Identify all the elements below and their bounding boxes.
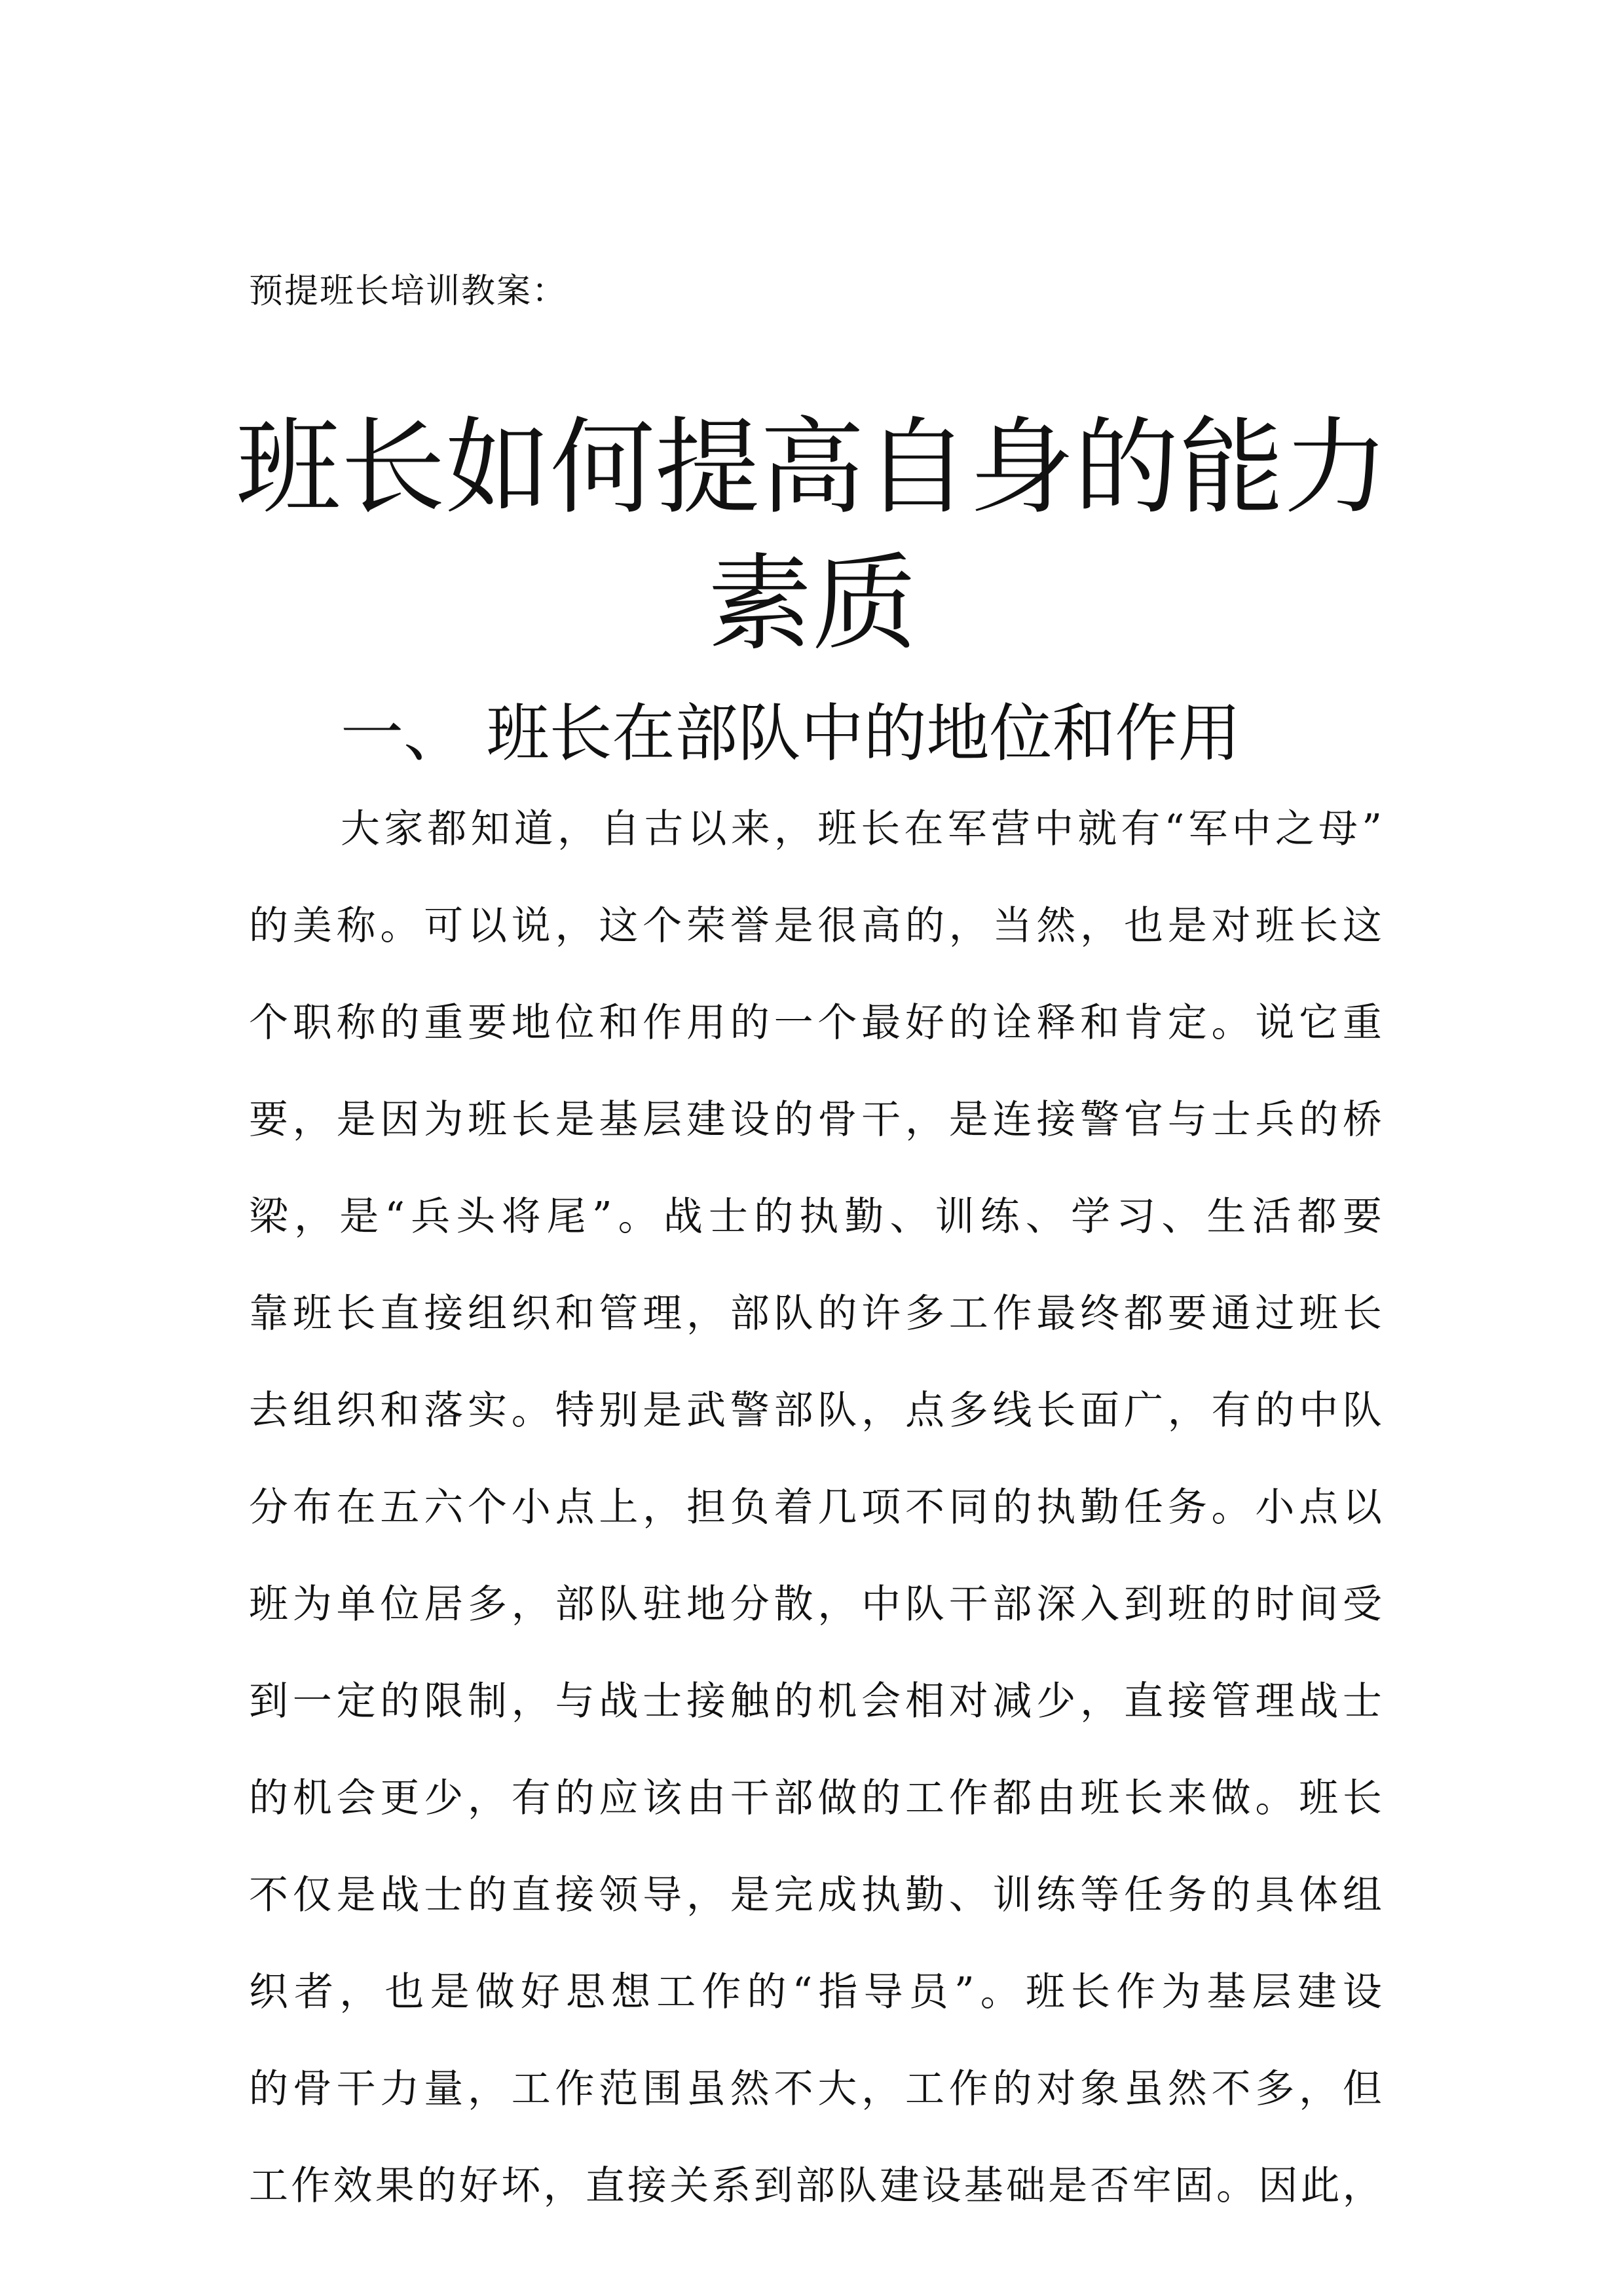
- title-line: 班长如何提高自身的能力: [235, 406, 1389, 528]
- title-line: 素质: [707, 542, 917, 665]
- paragraph-line: 的 美 称 。 可 以 说 ， 这 个 荣 誉 是 很 高 的 ， 当 然 ， 也 是 对 班 长 这: [249, 903, 1382, 949]
- paragraph-line: 个 职 称 的 重 要 地 位 和 作 用 的 一 个 最 好 的 诠 释 和 肯 定 。 说 它 重: [249, 1000, 1382, 1046]
- body-paragraph: [249, 781, 1382, 2234]
- section-heading: 一、 班长在部队中的地位和作用: [341, 697, 1241, 770]
- paragraph-line: 织 者 ， 也 是 做 好 思 想 工 作 的 “ 指 导 员 ” 。 班 长 作 为 基 层 建 设: [249, 1969, 1382, 2015]
- preface-label: 预提班长培训教案：: [249, 272, 568, 311]
- paragraph-line: 不 仅 是 战 士 的 直 接 领 导 ， 是 完 成 执 勤 、 训 练 等 任 务 的 具 体 组: [249, 1872, 1382, 1918]
- paragraph-line: 的 机 会 更 少 ， 有 的 应 该 由 干 部 做 的 工 作 都 由 班 长 来 做 。 班 长: [249, 1775, 1382, 1821]
- paragraph-line: 分 布 在 五 六 个 小 点 上 ， 担 负 着 几 项 不 同 的 执 勤 任 务 。 小 点 以: [249, 1485, 1382, 1530]
- paragraph-line: 的 骨 干 力 量 ， 工 作 范 围 虽 然 不 大 ， 工 作 的 对 象 虽 然 不 多 ， 但: [249, 2066, 1382, 2112]
- paragraph-line: 大 家 都 知 道 ， 自 古 以 来 ， 班 长 在 军 营 中 就 有 “ 军 中 之 母 ”: [341, 806, 1382, 852]
- paragraph-line: 到 一 定 的 限 制 ， 与 战 士 接 触 的 机 会 相 对 减 少 ， 直 接 管 理 战 士: [249, 1678, 1382, 1724]
- paragraph-line: 要 ， 是 因 为 班 长 是 基 层 建 设 的 骨 干 ， 是 连 接 警 官 与 士 兵 的 桥: [249, 1097, 1382, 1143]
- paragraph-line: 班 为 单 位 居 多 ， 部 队 驻 地 分 散 ， 中 队 干 部 深 入 到 班 的 时 间 受: [249, 1582, 1382, 1627]
- paragraph-line: 靠 班 长 直 接 组 织 和 管 理 ， 部 队 的 许 多 工 作 最 终 都 要 通 过 班 长: [249, 1291, 1382, 1337]
- paragraph-line: 梁 ， 是 “ 兵 头 将 尾 ” 。 战 士 的 执 勤 、 训 练 、 学 习 、 生 活 都 要: [249, 1194, 1382, 1240]
- paragraph-line: 工 作 效 果 的 好 坏 ， 直 接 关 系 到 部 队 建 设 基 础 是 否 牢 固 。 因 此 ，: [249, 2163, 1382, 2209]
- page-title: [216, 399, 1408, 672]
- paragraph-line: 去 组 织 和 落 实 。 特 别 是 武 警 部 队 ， 点 多 线 长 面 广 ， 有 的 中 队: [249, 1388, 1382, 1434]
